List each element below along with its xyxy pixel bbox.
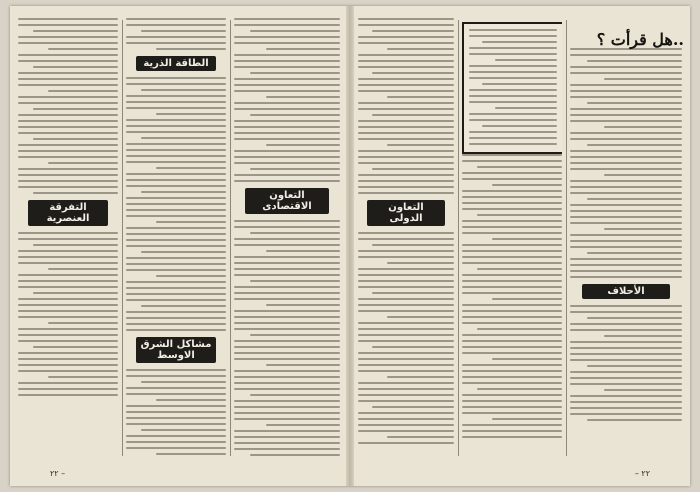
left-page [10,6,348,486]
section-banner-economic-cooperation: التعاون الاقتصادى [245,188,329,214]
boxed-article [462,22,562,154]
right-page [352,6,690,486]
right-column-2 [462,18,562,458]
magazine-spread [10,6,690,486]
right-column-1 [358,18,454,458]
left-column-1 [18,18,118,458]
right-column-3 [570,18,682,458]
left-column-3 [234,18,340,458]
section-banner-racial-discrimination: التفرقة العنصرية [28,200,108,226]
left-page-number: ٢٢ – [50,469,66,478]
section-banner-international-cooperation: التعاون الدولى [367,200,444,226]
right-page-number: – ٢٢ [634,469,650,478]
section-banner-middle-east: مشاكل الشرق الاوسط [136,337,216,363]
section-banner-alliances: الأحلاف [582,284,671,299]
page-headline: ..هل قرأت ؟ [596,30,684,49]
section-banner-atomic-energy: الطاقة الذرية [136,56,216,71]
left-column-2 [126,18,226,458]
